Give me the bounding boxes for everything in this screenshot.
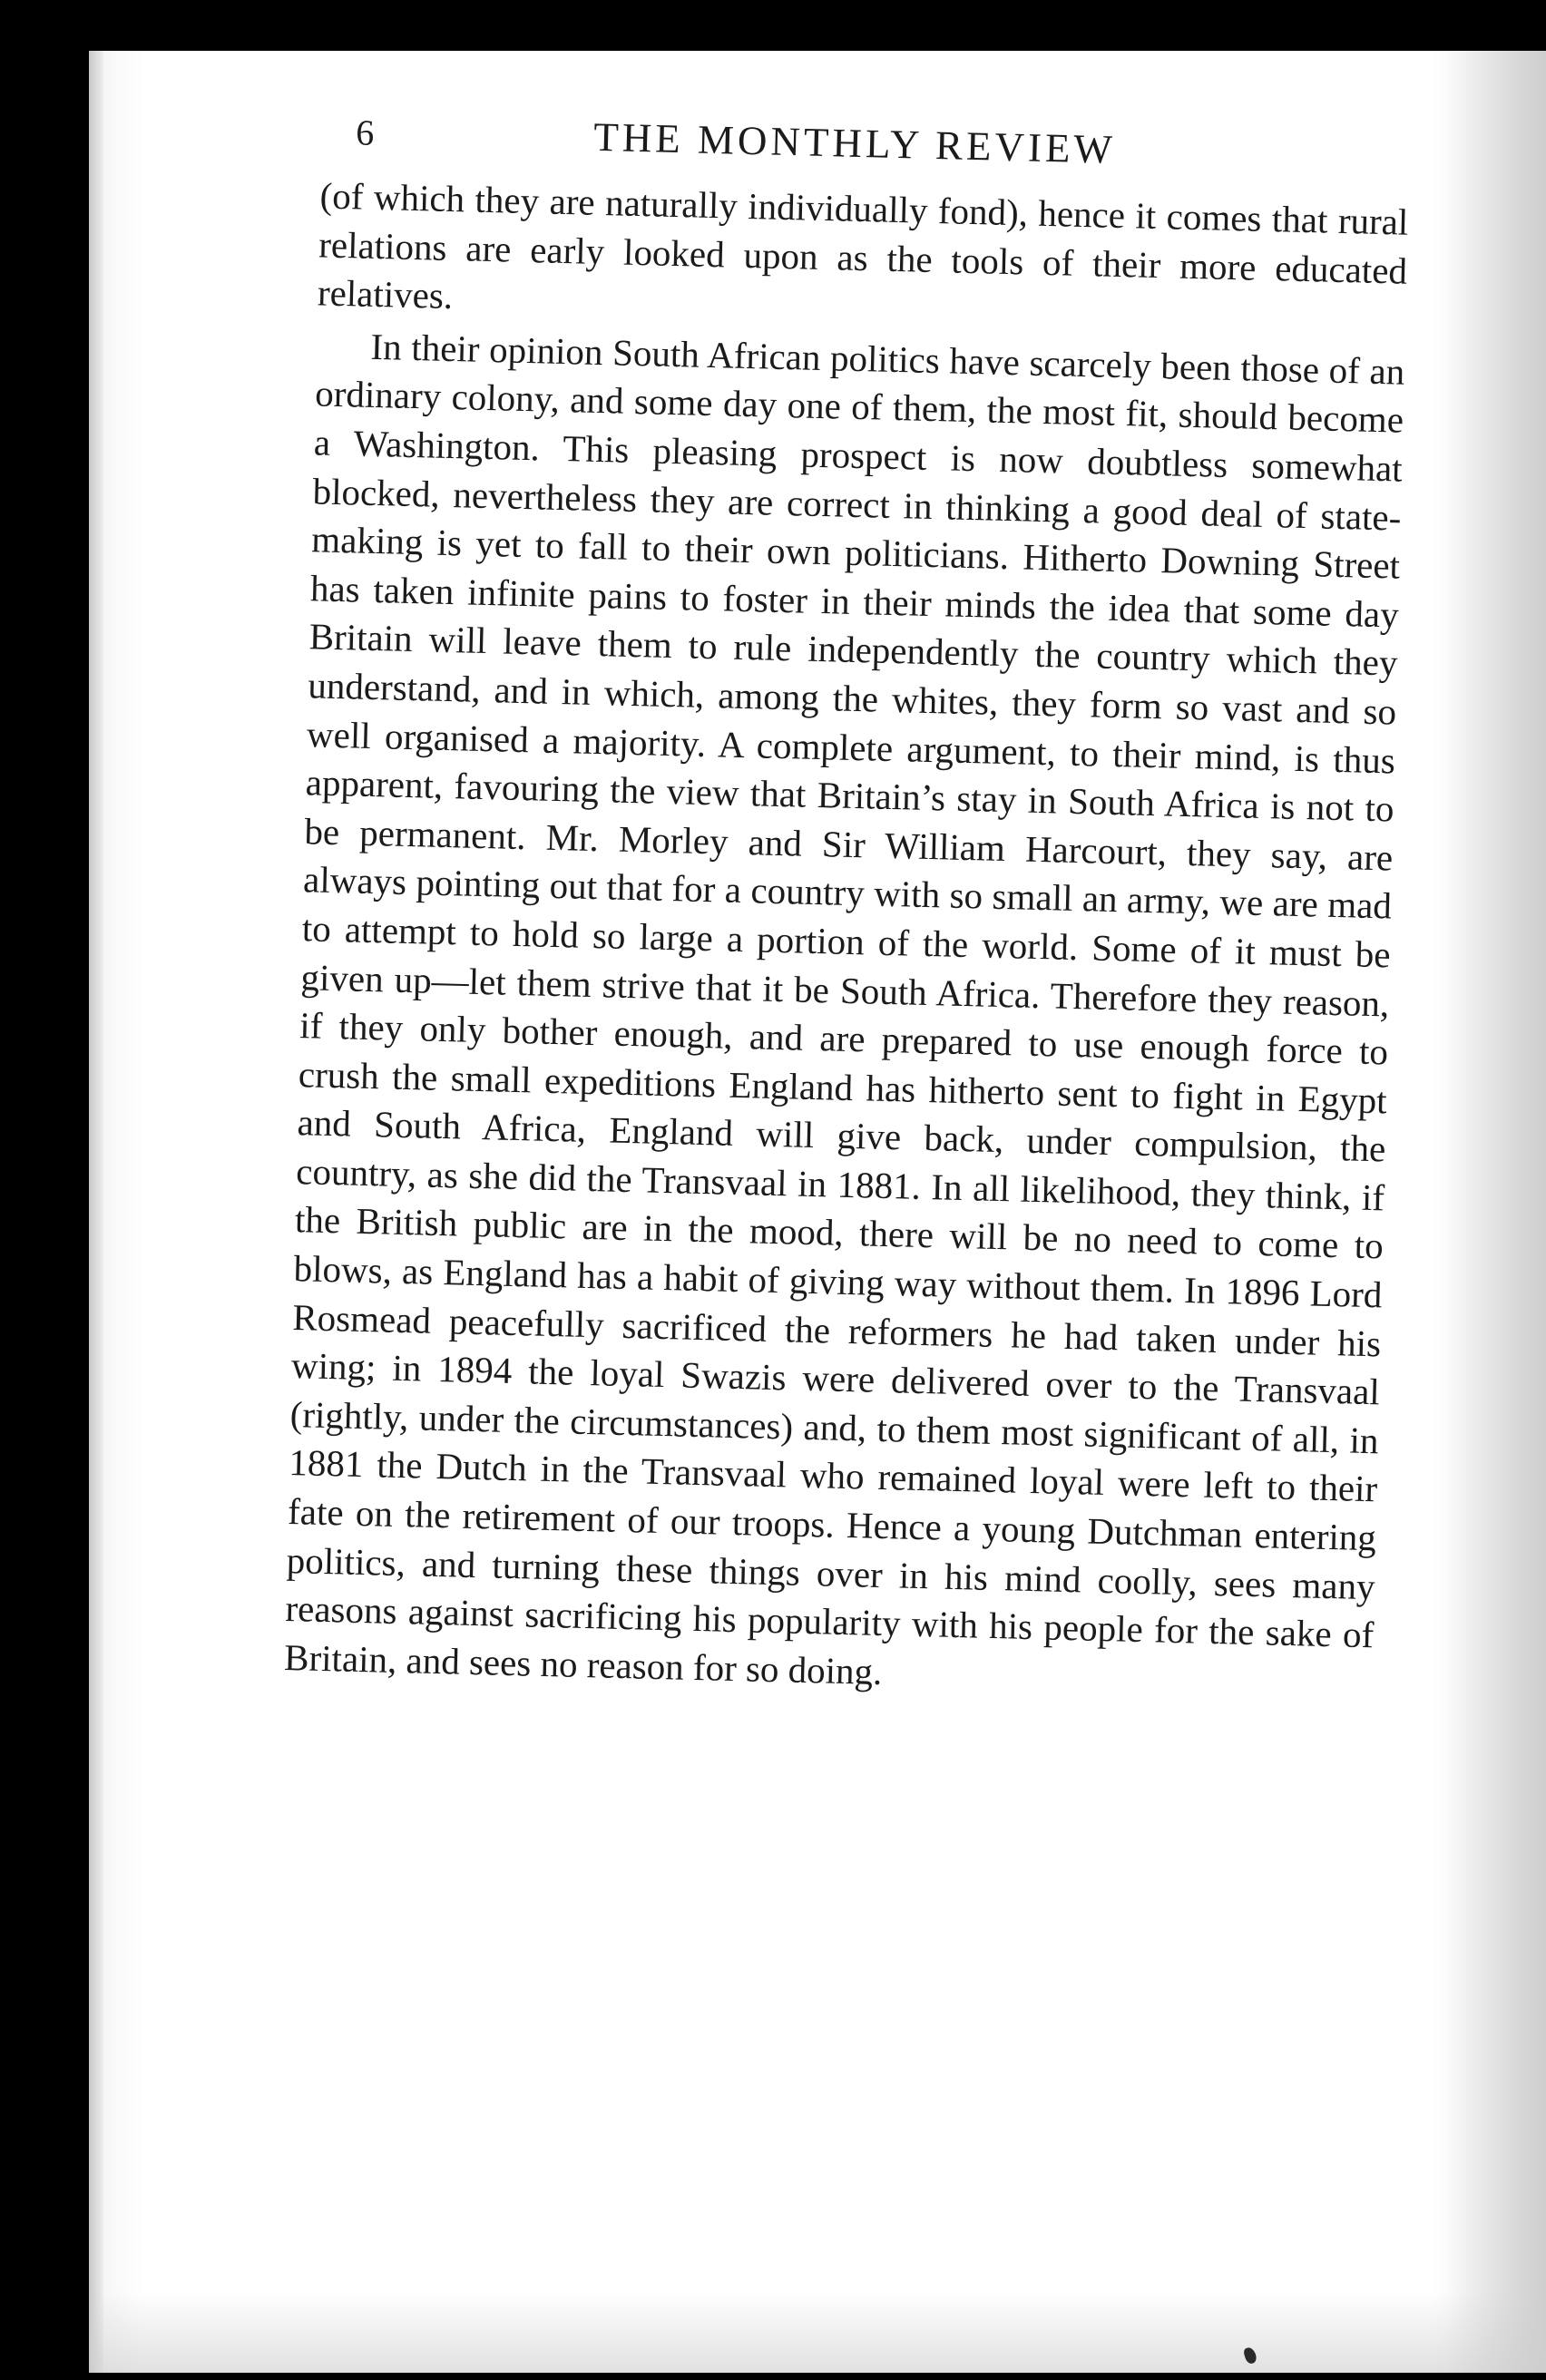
journal-title: THE MONTHLY REVIEW	[592, 113, 1117, 172]
paragraph-continued: (of which they are naturally individually fond), hence it comes that rural relations are early looked upon as the tools of their more educated relatives.	[317, 174, 1409, 317]
page-bottom-shadow	[89, 2291, 1546, 2373]
paragraph: In their opinion South African politics have scarcely been those of an ordinary colony, and some day one of them, the most fit, should become a Washington. This pleasing prospect is now doubtless somewhat blocked, nevertheless they are correct in thinking a good deal of state-making is yet to fall to their own politicians. Hitherto Downing Street has taken infinite pains to foster in their minds the idea that some day Britain will leave them to rule independently the country which they understand, and in which, among the whites, they form so vast and so well organised a majority. A complete argument, to their mind, is thus apparent, favouring the view that Britain’s stay in South Africa is not to be permanent. Mr. Morley and Sir William Harcourt, they say, are always pointing out that for a country with so small an army, we are mad to attempt to hold so large a portion of the world. Some of it must be given up—let them strive that it be South Africa. Therefore they reason, if they only bother enough, and are prepared to use enough force to crush the small expeditions England has hitherto sent to fight in Egypt and South Africa, England will give back, under compulsion, the country, as she did the Transvaal in 1881. In all likelihood, they think, if the British public are in the mood, there will be no need to come to blows, as England has a habit of giving way without them. In 1896 Lord Rosmead peacefully sacrificed the reformers he had taken under his wing; in 1894 the loyal Swazis were delivered over to the Transvaal (rightly, under the circumstances) and, to them most significant of all, in 1881 the Dutch in the Transvaal who remained loyal were left to their fate on the retirement of our troops. Hence a young Dutchman entering politics, and turning these things over in his mind coolly, sees many reasons against sacrificing his popularity with his people for the sake of Britain, and sees no reason for so doing.	[283, 325, 1405, 1692]
page-content	[230, 71, 1412, 1709]
page-spine-shadow	[89, 51, 103, 2373]
page-fold-shadow	[1446, 51, 1546, 2373]
page-number: 6	[355, 112, 376, 153]
body-text	[284, 171, 1409, 1708]
